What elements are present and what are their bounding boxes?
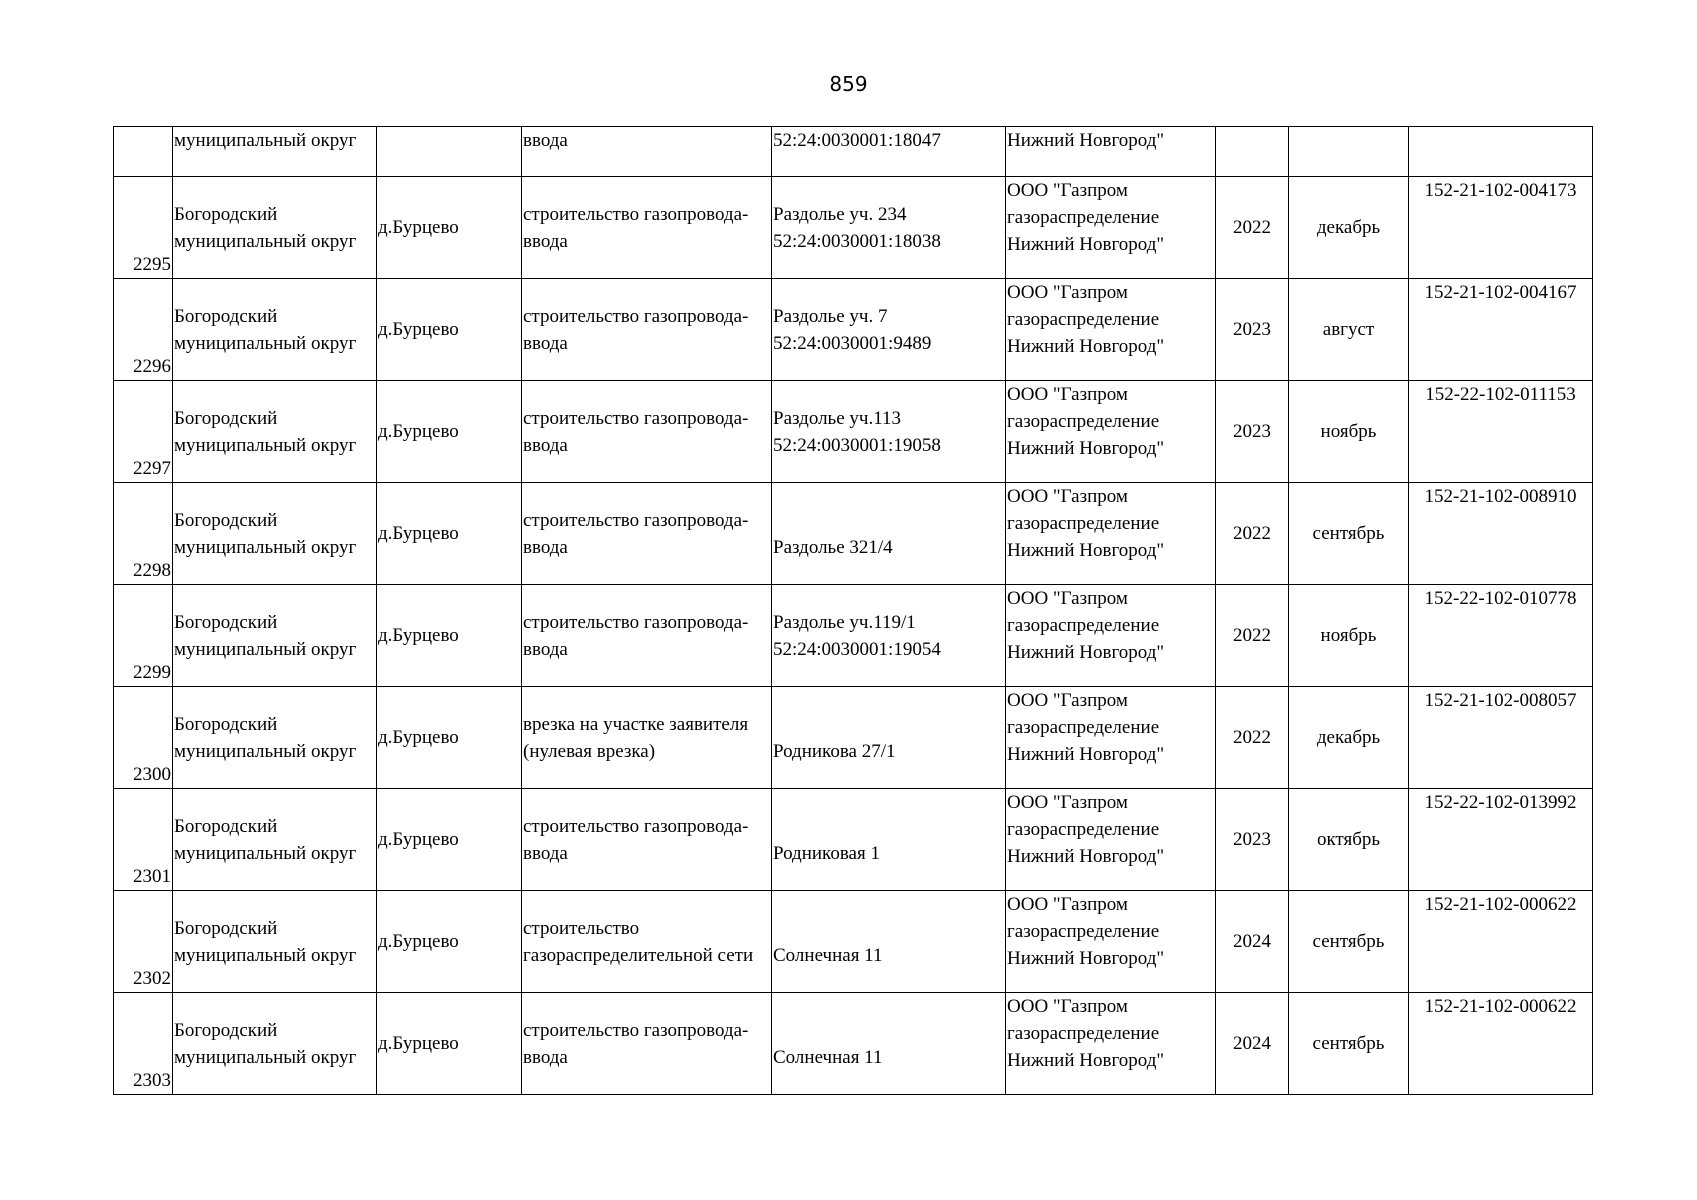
cell-district: муниципальный округ bbox=[173, 127, 377, 177]
cell-number: 2296 bbox=[114, 279, 173, 381]
cell-work-type: строительство газопровода- ввода bbox=[522, 993, 772, 1095]
cell-number: 2303 bbox=[114, 993, 173, 1095]
cell-organization: ООО "Газпром газораспределение Нижний Новгород" bbox=[1006, 585, 1216, 687]
table-row bbox=[114, 891, 1593, 993]
table-row-continuation bbox=[114, 127, 1593, 177]
cell-year: 2024 bbox=[1216, 993, 1289, 1095]
cell-village: д.Бурцево bbox=[377, 687, 522, 789]
cell-village: д.Бурцево bbox=[377, 585, 522, 687]
cell-month: ноябрь bbox=[1289, 585, 1409, 687]
cell-month: сентябрь bbox=[1289, 993, 1409, 1095]
table-row bbox=[114, 381, 1593, 483]
cell-number: 2298 bbox=[114, 483, 173, 585]
cell-code: 152-22-102-010778 bbox=[1409, 585, 1593, 687]
cell-district: Богородский муниципальный округ bbox=[173, 585, 377, 687]
table-row bbox=[114, 789, 1593, 891]
cell-address: Раздолье 321/4 bbox=[772, 483, 1006, 585]
cell-code: 152-21-102-008057 bbox=[1409, 687, 1593, 789]
cell-month: сентябрь bbox=[1289, 891, 1409, 993]
table-row bbox=[114, 585, 1593, 687]
table-row bbox=[114, 279, 1593, 381]
cell-village: д.Бурцево bbox=[377, 789, 522, 891]
cell-code: 152-21-102-000622 bbox=[1409, 891, 1593, 993]
table-row bbox=[114, 483, 1593, 585]
gas-connection-table bbox=[113, 126, 1593, 1095]
cell-district: Богородский муниципальный округ bbox=[173, 687, 377, 789]
cell-month: ноябрь bbox=[1289, 381, 1409, 483]
cell-village: д.Бурцево bbox=[377, 279, 522, 381]
cell-code: 152-22-102-011153 bbox=[1409, 381, 1593, 483]
cell-work-type: строительство газопровода- ввода bbox=[522, 483, 772, 585]
cell-village: д.Бурцево bbox=[377, 177, 522, 279]
cell-organization: ООО "Газпром газораспределение Нижний Новгород" bbox=[1006, 687, 1216, 789]
cell-organization: ООО "Газпром газораспределение Нижний Новгород" bbox=[1006, 177, 1216, 279]
cell-address: 52:24:0030001:18047 bbox=[772, 127, 1006, 177]
cell-work-type: строительство газопровода- ввода bbox=[522, 381, 772, 483]
cell-work-type: строительство газопровода- ввода bbox=[522, 279, 772, 381]
cell-year: 2023 bbox=[1216, 789, 1289, 891]
cell-code: 152-21-102-008910 bbox=[1409, 483, 1593, 585]
cell-number: 2299 bbox=[114, 585, 173, 687]
cell-code bbox=[1409, 127, 1593, 177]
cell-district: Богородский муниципальный округ bbox=[173, 891, 377, 993]
cell-organization: ООО "Газпром газораспределение Нижний Новгород" bbox=[1006, 279, 1216, 381]
cell-number bbox=[114, 127, 173, 177]
cell-district: Богородский муниципальный округ bbox=[173, 279, 377, 381]
cell-address: Родниковая 1 bbox=[772, 789, 1006, 891]
cell-organization: ООО "Газпром газораспределение Нижний Новгород" bbox=[1006, 483, 1216, 585]
cell-organization: Нижний Новгород" bbox=[1006, 127, 1216, 177]
cell-district: Богородский муниципальный округ bbox=[173, 381, 377, 483]
cell-organization: ООО "Газпром газораспределение Нижний Новгород" bbox=[1006, 789, 1216, 891]
cell-work-type: строительство газопровода- ввода bbox=[522, 177, 772, 279]
cell-address: Родникова 27/1 bbox=[772, 687, 1006, 789]
cell-month: сентябрь bbox=[1289, 483, 1409, 585]
cell-code: 152-22-102-013992 bbox=[1409, 789, 1593, 891]
cell-month: октябрь bbox=[1289, 789, 1409, 891]
cell-year: 2022 bbox=[1216, 585, 1289, 687]
cell-month: август bbox=[1289, 279, 1409, 381]
cell-code: 152-21-102-004173 bbox=[1409, 177, 1593, 279]
cell-year: 2022 bbox=[1216, 687, 1289, 789]
cell-village: д.Бурцево bbox=[377, 381, 522, 483]
cell-work-type: врезка на участке заявителя (нулевая врезка) bbox=[522, 687, 772, 789]
cell-year bbox=[1216, 127, 1289, 177]
cell-district: Богородский муниципальный округ bbox=[173, 993, 377, 1095]
cell-district: Богородский муниципальный округ bbox=[173, 483, 377, 585]
cell-code: 152-21-102-000622 bbox=[1409, 993, 1593, 1095]
cell-number: 2297 bbox=[114, 381, 173, 483]
cell-organization: ООО "Газпром газораспределение Нижний Новгород" bbox=[1006, 381, 1216, 483]
cell-district: Богородский муниципальный округ bbox=[173, 789, 377, 891]
page-number: 859 bbox=[829, 72, 868, 96]
cell-address: Солнечная 11 bbox=[772, 891, 1006, 993]
table-row bbox=[114, 993, 1593, 1095]
cell-address: Солнечная 11 bbox=[772, 993, 1006, 1095]
cell-village: д.Бурцево bbox=[377, 483, 522, 585]
cell-work-type: строительство газораспределительной сети bbox=[522, 891, 772, 993]
cell-village bbox=[377, 127, 522, 177]
cell-address: Раздолье уч.119/1 52:24:0030001:19054 bbox=[772, 585, 1006, 687]
cell-month bbox=[1289, 127, 1409, 177]
cell-year: 2024 bbox=[1216, 891, 1289, 993]
cell-address: Раздолье уч. 234 52:24:0030001:18038 bbox=[772, 177, 1006, 279]
cell-work-type: ввода bbox=[522, 127, 772, 177]
cell-organization: ООО "Газпром газораспределение Нижний Новгород" bbox=[1006, 891, 1216, 993]
cell-village: д.Бурцево bbox=[377, 993, 522, 1095]
cell-number: 2301 bbox=[114, 789, 173, 891]
cell-number: 2302 bbox=[114, 891, 173, 993]
cell-number: 2300 bbox=[114, 687, 173, 789]
cell-work-type: строительство газопровода- ввода bbox=[522, 789, 772, 891]
cell-number: 2295 bbox=[114, 177, 173, 279]
cell-year: 2023 bbox=[1216, 381, 1289, 483]
cell-district: Богородский муниципальный округ bbox=[173, 177, 377, 279]
cell-address: Раздолье уч.113 52:24:0030001:19058 bbox=[772, 381, 1006, 483]
cell-organization: ООО "Газпром газораспределение Нижний Новгород" bbox=[1006, 993, 1216, 1095]
cell-code: 152-21-102-004167 bbox=[1409, 279, 1593, 381]
cell-address: Раздолье уч. 7 52:24:0030001:9489 bbox=[772, 279, 1006, 381]
cell-year: 2022 bbox=[1216, 483, 1289, 585]
cell-month: декабрь bbox=[1289, 177, 1409, 279]
table-row bbox=[114, 177, 1593, 279]
table-row bbox=[114, 687, 1593, 789]
cell-village: д.Бурцево bbox=[377, 891, 522, 993]
cell-year: 2023 bbox=[1216, 279, 1289, 381]
cell-work-type: строительство газопровода- ввода bbox=[522, 585, 772, 687]
cell-year: 2022 bbox=[1216, 177, 1289, 279]
cell-month: декабрь bbox=[1289, 687, 1409, 789]
